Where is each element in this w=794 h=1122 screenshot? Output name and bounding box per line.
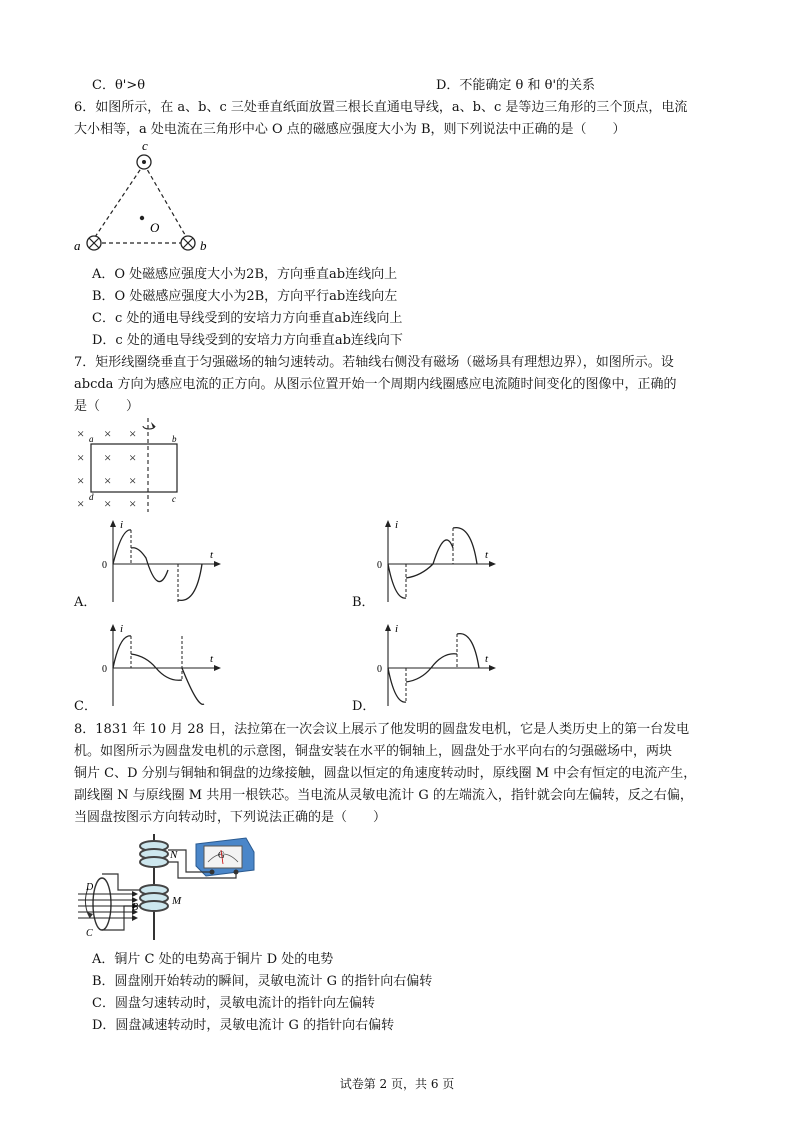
- svg-text:×: ×: [129, 473, 137, 488]
- svg-text:0: 0: [377, 664, 382, 675]
- q5-option-d: D．不能确定 θ 和 θ'的关系: [436, 78, 596, 93]
- q6-option-a: A．O 处磁感应强度大小为2B，方向垂直ab连线向上: [92, 267, 398, 282]
- svg-text:0: 0: [102, 664, 107, 675]
- q8-stem-line2: 机。如图所示为圆盘发电机的示意图，铜盘安装在水平的铜轴上，圆盘处于水平向右的匀强磁场中，两块: [74, 744, 673, 759]
- svg-text:C: C: [86, 928, 93, 939]
- q8-disc-generator-figure: [78, 832, 288, 942]
- svg-text:×: ×: [104, 426, 112, 441]
- q6-triangle-figure: [70, 140, 220, 255]
- q7-coil-figure: [72, 414, 192, 514]
- q6-option-b: B．O 处磁感应强度大小为2B，方向平行ab连线向左: [92, 289, 398, 304]
- q6-option-d: D．c 处的通电导线受到的安培力方向垂直ab连线向下: [92, 333, 403, 348]
- q6-label-o: O: [150, 220, 160, 235]
- q5-option-c: C．θ'>θ: [92, 78, 146, 93]
- svg-text:0: 0: [102, 560, 107, 571]
- q8-option-b: B．圆盘刚开始转动的瞬间，灵敏电流计 G 的指针向右偏转: [92, 974, 433, 989]
- q6-option-c: C．c 处的通电导线受到的安培力方向垂直ab连线向上: [92, 311, 403, 326]
- svg-text:i: i: [120, 519, 124, 531]
- svg-text:b: b: [172, 434, 177, 444]
- q6-stem-line2: 大小相等，a 处电流在三角形中心 O 点的磁感应强度大小为 B，则下列说法中正确的是（ ）: [74, 122, 626, 137]
- svg-text:i: i: [395, 623, 399, 635]
- q7-option-c: C．: [74, 699, 97, 714]
- svg-text:t: t: [210, 549, 214, 561]
- svg-text:d: d: [89, 492, 94, 502]
- q7-stem-line3: 是（ ）: [74, 399, 140, 414]
- svg-text:i: i: [120, 623, 124, 635]
- svg-text:M: M: [172, 895, 182, 907]
- svg-text:i: i: [395, 519, 399, 531]
- q6-label-b: b: [200, 238, 207, 253]
- q7-option-b: B．: [352, 595, 375, 610]
- svg-text:×: ×: [104, 450, 112, 465]
- q7-graph-c: [98, 622, 228, 712]
- svg-text:N: N: [170, 849, 178, 861]
- svg-text:×: ×: [104, 496, 112, 511]
- q8-stem-line5: 当圆盘按图示方向转动时，下列说法正确的是（ ）: [74, 810, 387, 825]
- q8-stem-line3: 铜片 C、D 分别与铜轴和铜盘的边缘接触，圆盘以恒定的角速度转动时，原线圈 M 中会有恒定的电流产生，: [74, 766, 697, 781]
- svg-text:×: ×: [77, 426, 85, 441]
- svg-text:×: ×: [104, 473, 112, 488]
- q7-option-a: A．: [74, 595, 97, 610]
- svg-text:a: a: [89, 434, 94, 444]
- svg-text:×: ×: [77, 496, 85, 511]
- svg-text:×: ×: [77, 473, 85, 488]
- svg-text:t: t: [485, 549, 489, 561]
- svg-text:×: ×: [129, 426, 137, 441]
- q6-label-c: c: [142, 138, 148, 153]
- coil-m-icon: [140, 885, 168, 911]
- svg-text:t: t: [210, 653, 214, 665]
- q8-option-d: D．圆盘减速转动时，灵敏电流计 G 的指针向右偏转: [92, 1018, 395, 1033]
- q7-graph-b: [373, 518, 503, 608]
- q6-stem-line1: 6．如图所示，在 a、b、c 三处垂直纸面放置三根长直通电导线，a、b、c 是等边三角形的三个顶点，电流: [74, 100, 688, 115]
- q7-stem-line1: 7．矩形线圈绕垂直于匀强磁场的轴匀速转动。若轴线右侧没有磁场（磁场具有理想边界），如图所示。设: [74, 355, 674, 370]
- svg-text:c: c: [172, 494, 176, 504]
- q8-stem-line1: 8．1831 年 10 月 28 日，法拉第在一次会议上展示了他发明的圆盘发电机，它是人类历史上的第一台发电: [74, 722, 690, 737]
- svg-text:D: D: [86, 882, 94, 893]
- q6-label-a: a: [74, 238, 81, 253]
- svg-text:t: t: [485, 653, 489, 665]
- q8-option-a: A．铜片 C 处的电势高于铜片 D 处的电势: [92, 952, 334, 967]
- svg-text:×: ×: [129, 450, 137, 465]
- svg-text:G: G: [218, 850, 225, 860]
- q7-stem-line2: abcda 方向为感应电流的正方向。从图示位置开始一个周期内线圈感应电流随时间变化的图像中，正确的: [74, 377, 677, 392]
- q7-graph-a: [98, 518, 228, 608]
- svg-text:B: B: [132, 902, 139, 913]
- svg-text:0: 0: [377, 560, 382, 571]
- q8-stem-line4: 副线圈 N 与原线圈 M 共用一根铁芯。当电流从灵敏电流计 G 的左端流入，指针就会向左偏转，反之右偏，: [74, 788, 693, 803]
- coil-n-icon: [140, 841, 168, 867]
- svg-text:×: ×: [129, 496, 137, 511]
- svg-text:×: ×: [77, 450, 85, 465]
- page-footer: 试卷第 2 页，共 6 页: [339, 1077, 455, 1091]
- q7-graph-d: [373, 622, 503, 712]
- q8-option-c: C．圆盘匀速转动时，灵敏电流计的指针向左偏转: [92, 996, 375, 1011]
- copper-disc-icon: [93, 878, 111, 930]
- q7-option-d: D．: [352, 699, 376, 714]
- galvanometer-icon: [196, 838, 254, 876]
